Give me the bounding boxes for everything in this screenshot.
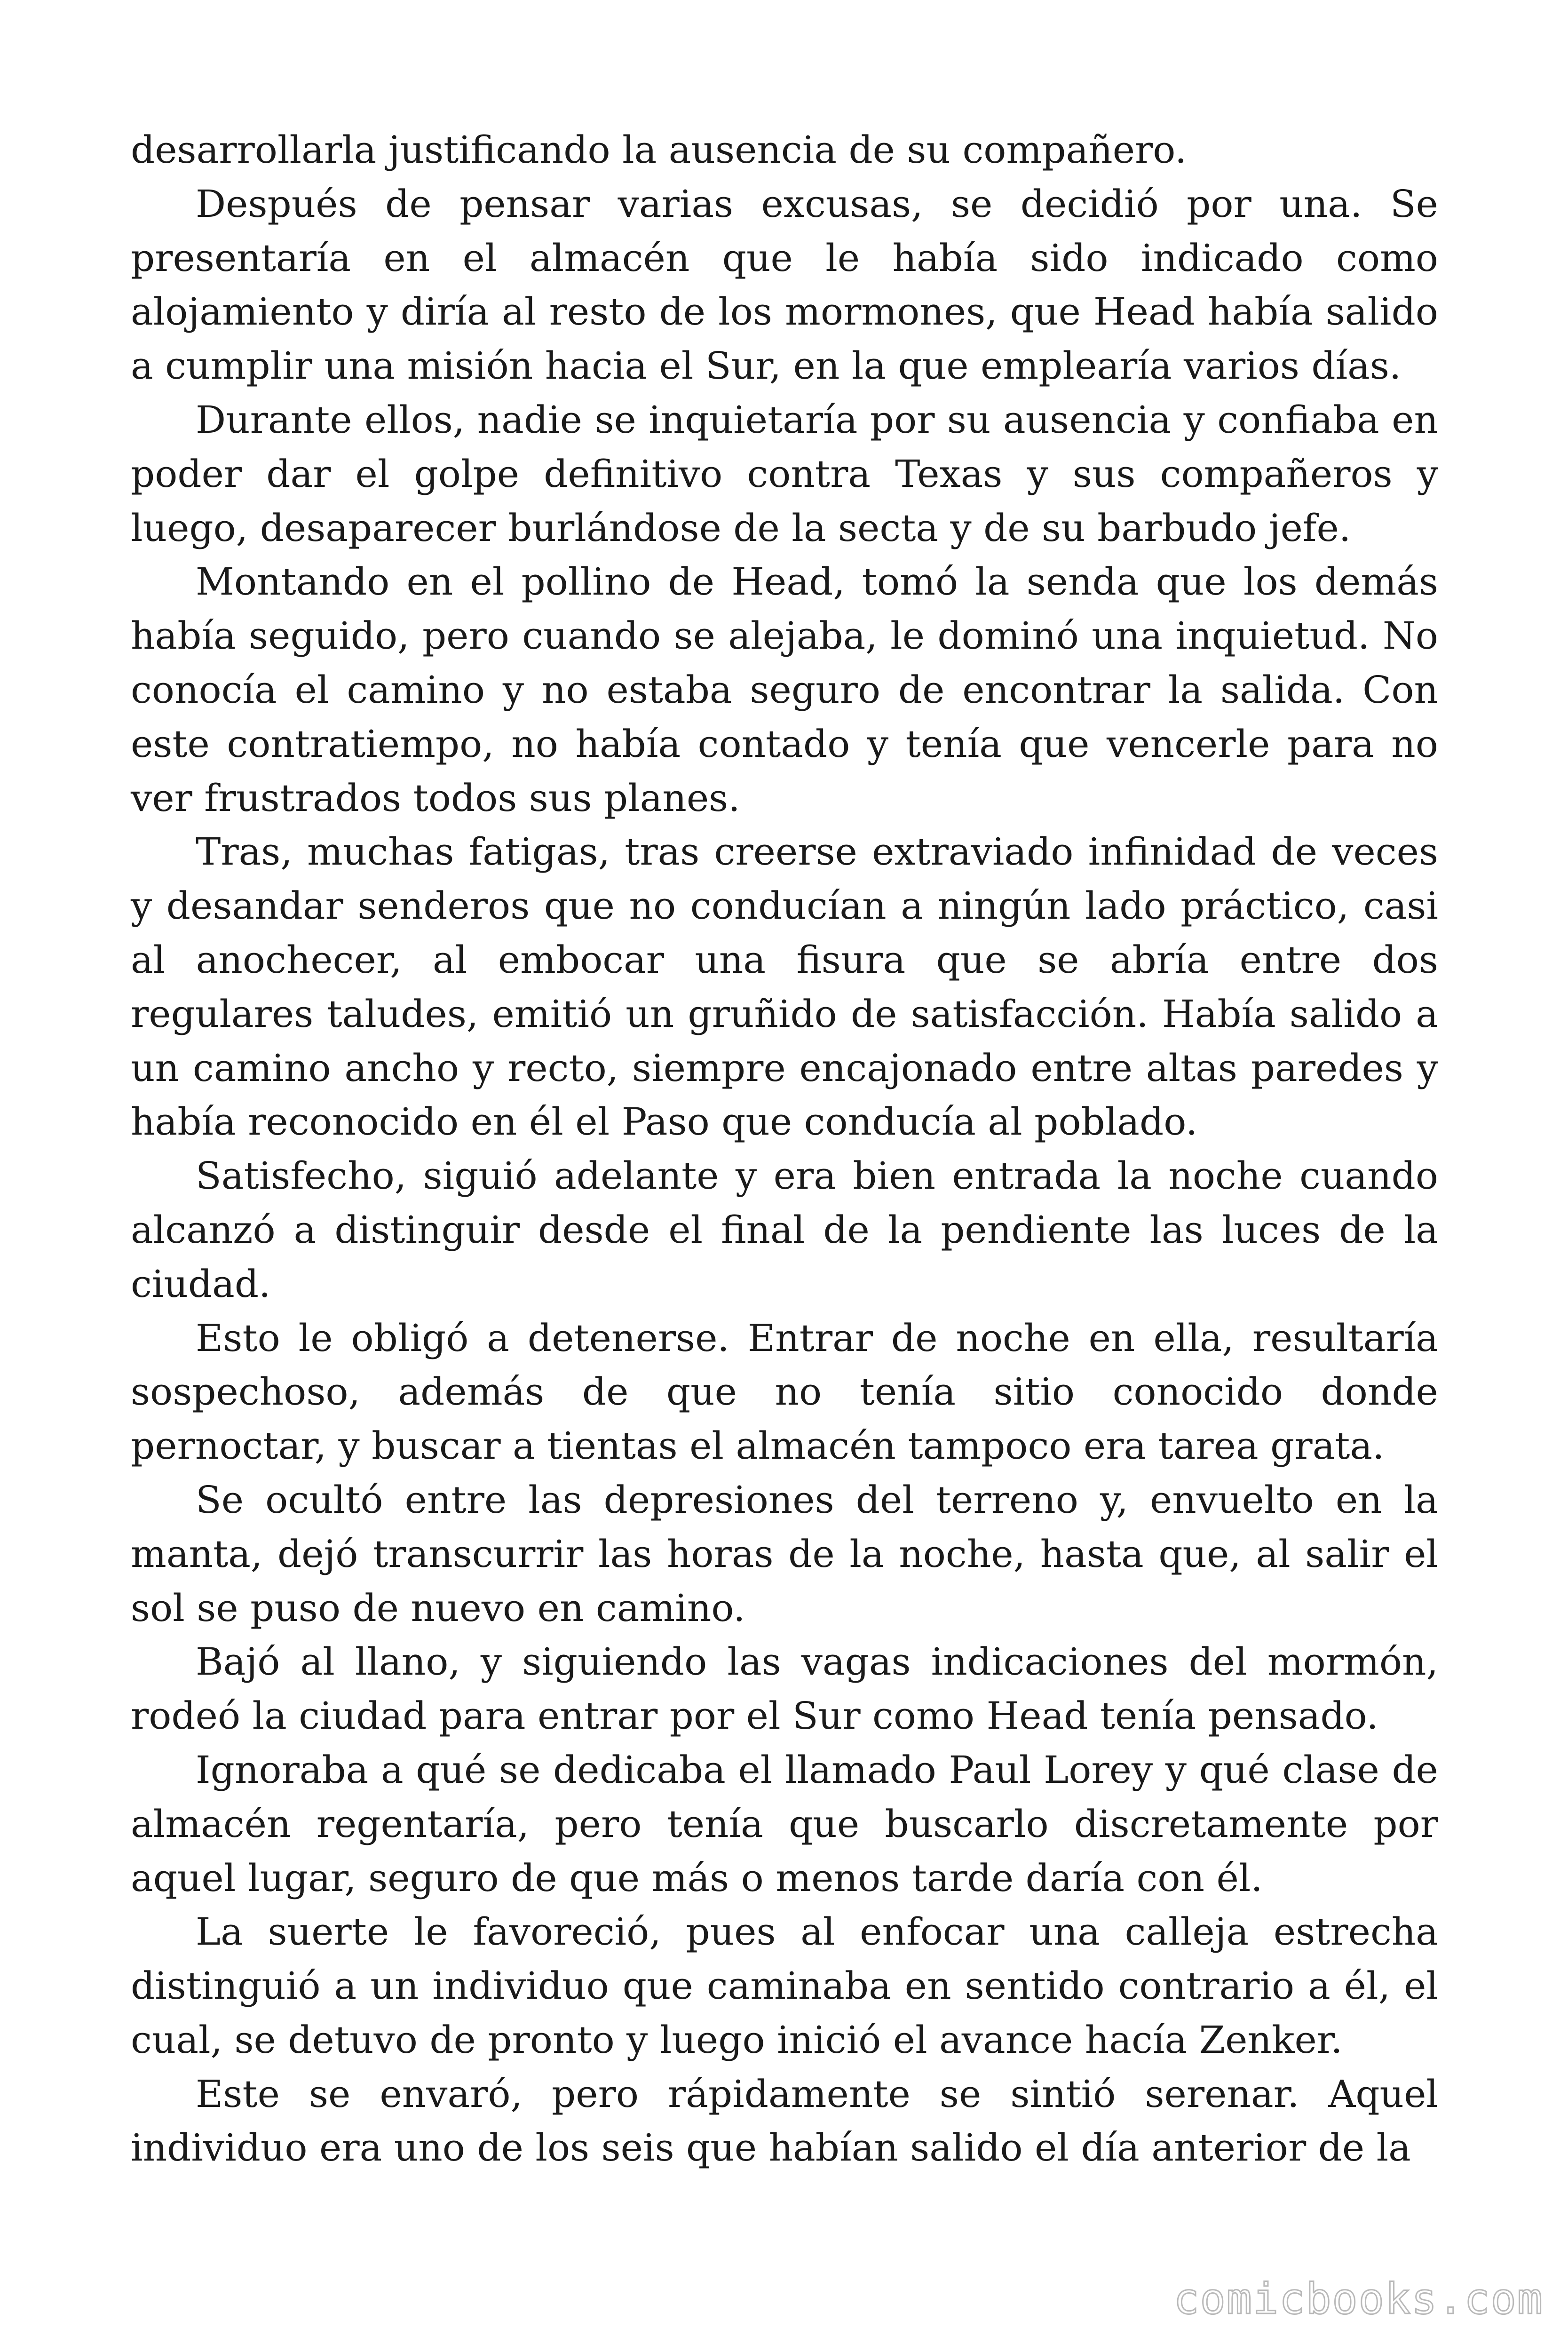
paragraph-7: Esto le obligó a detenerse. Entrar de noche en ella, resultaría sospechoso, además de que no tenía sitio conocido donde pernoctar, y buscar a tientas el almacén tampoco era tarea grata. [131,1316,1438,1468]
paragraph-12: Este se envaró, pero rápidamente se sintió serenar. Aquel individuo era uno de los seis que habían salido el día anterior de la [131,2072,1438,2170]
body-text [131,123,1438,2175]
watermark: comicbooks.com [1173,2274,1544,2324]
paragraph-4: Montando en el pollino de Head, tomó la senda que los demás había seguido, pero cuando se alejaba, le dominó una inquietud. No conocía el camino y no estaba seguro de encontrar la salida. Con este contratiempo, no había contado y tenía que vencerle para no ver frustrados todos sus planes. [131,560,1438,820]
paragraph-9: Bajó al llano, y siguiendo las vagas indicaciones del mormón, rodeó la ciudad para entrar por el Sur como Head tenía pensado. [131,1640,1438,1738]
paragraph-2: Después de pensar varias excusas, se decidió por una. Se presentaría en el almacén que le había sido indicado como alojamiento y diría al resto de los mormones, que Head había salido a cumplir una misión hacia el Sur, en la que emplearía varios días. [131,182,1438,388]
paragraph-11: La suerte le favoreció, pues al enfocar una calleja estrecha distinguió a un individuo que caminaba en sentido contrario a él, el cual, se detuvo de pronto y luego inició el avance hacía Zenker. [131,1910,1438,2062]
paragraph-1: desarrollarla justificando la ausencia de su compañero. [131,128,1187,172]
paragraph-10: Ignoraba a qué se dedicaba el llamado Paul Lorey y qué clase de almacén regentaría, pero tenía que buscarlo discretamente por aquel lugar, seguro de que más o menos tarde daría con él. [131,1748,1438,1900]
paragraph-5: Tras, muchas fatigas, tras creerse extraviado infinidad de veces y desandar senderos que no conducían a ningún lado práctico, casi al anochecer, al embocar una fisura que se abría entre dos regulares taludes, emitió un gruñido de satisfacción. Había salido a un camino ancho y recto, siempre encajonado entre altas paredes y había reconocido en él el Paso que conducía al poblado. [131,830,1438,1144]
paragraph-3: Durante ellos, nadie se inquietaría por su ausencia y confiaba en poder dar el golpe definitivo contra Texas y sus compañeros y luego, desaparecer burlándose de la secta y de su barbudo jefe. [131,397,1438,550]
paragraph-6: Satisfecho, siguió adelante y era bien entrada la noche cuando alcanzó a distinguir desde el final de la pendiente las luces de la ciudad. [131,1154,1438,1306]
paragraph-8: Se ocultó entre las depresiones del terreno y, envuelto en la manta, dejó transcurrir las horas de la noche, hasta que, al salir el sol se puso de nuevo en camino. [131,1478,1438,1630]
